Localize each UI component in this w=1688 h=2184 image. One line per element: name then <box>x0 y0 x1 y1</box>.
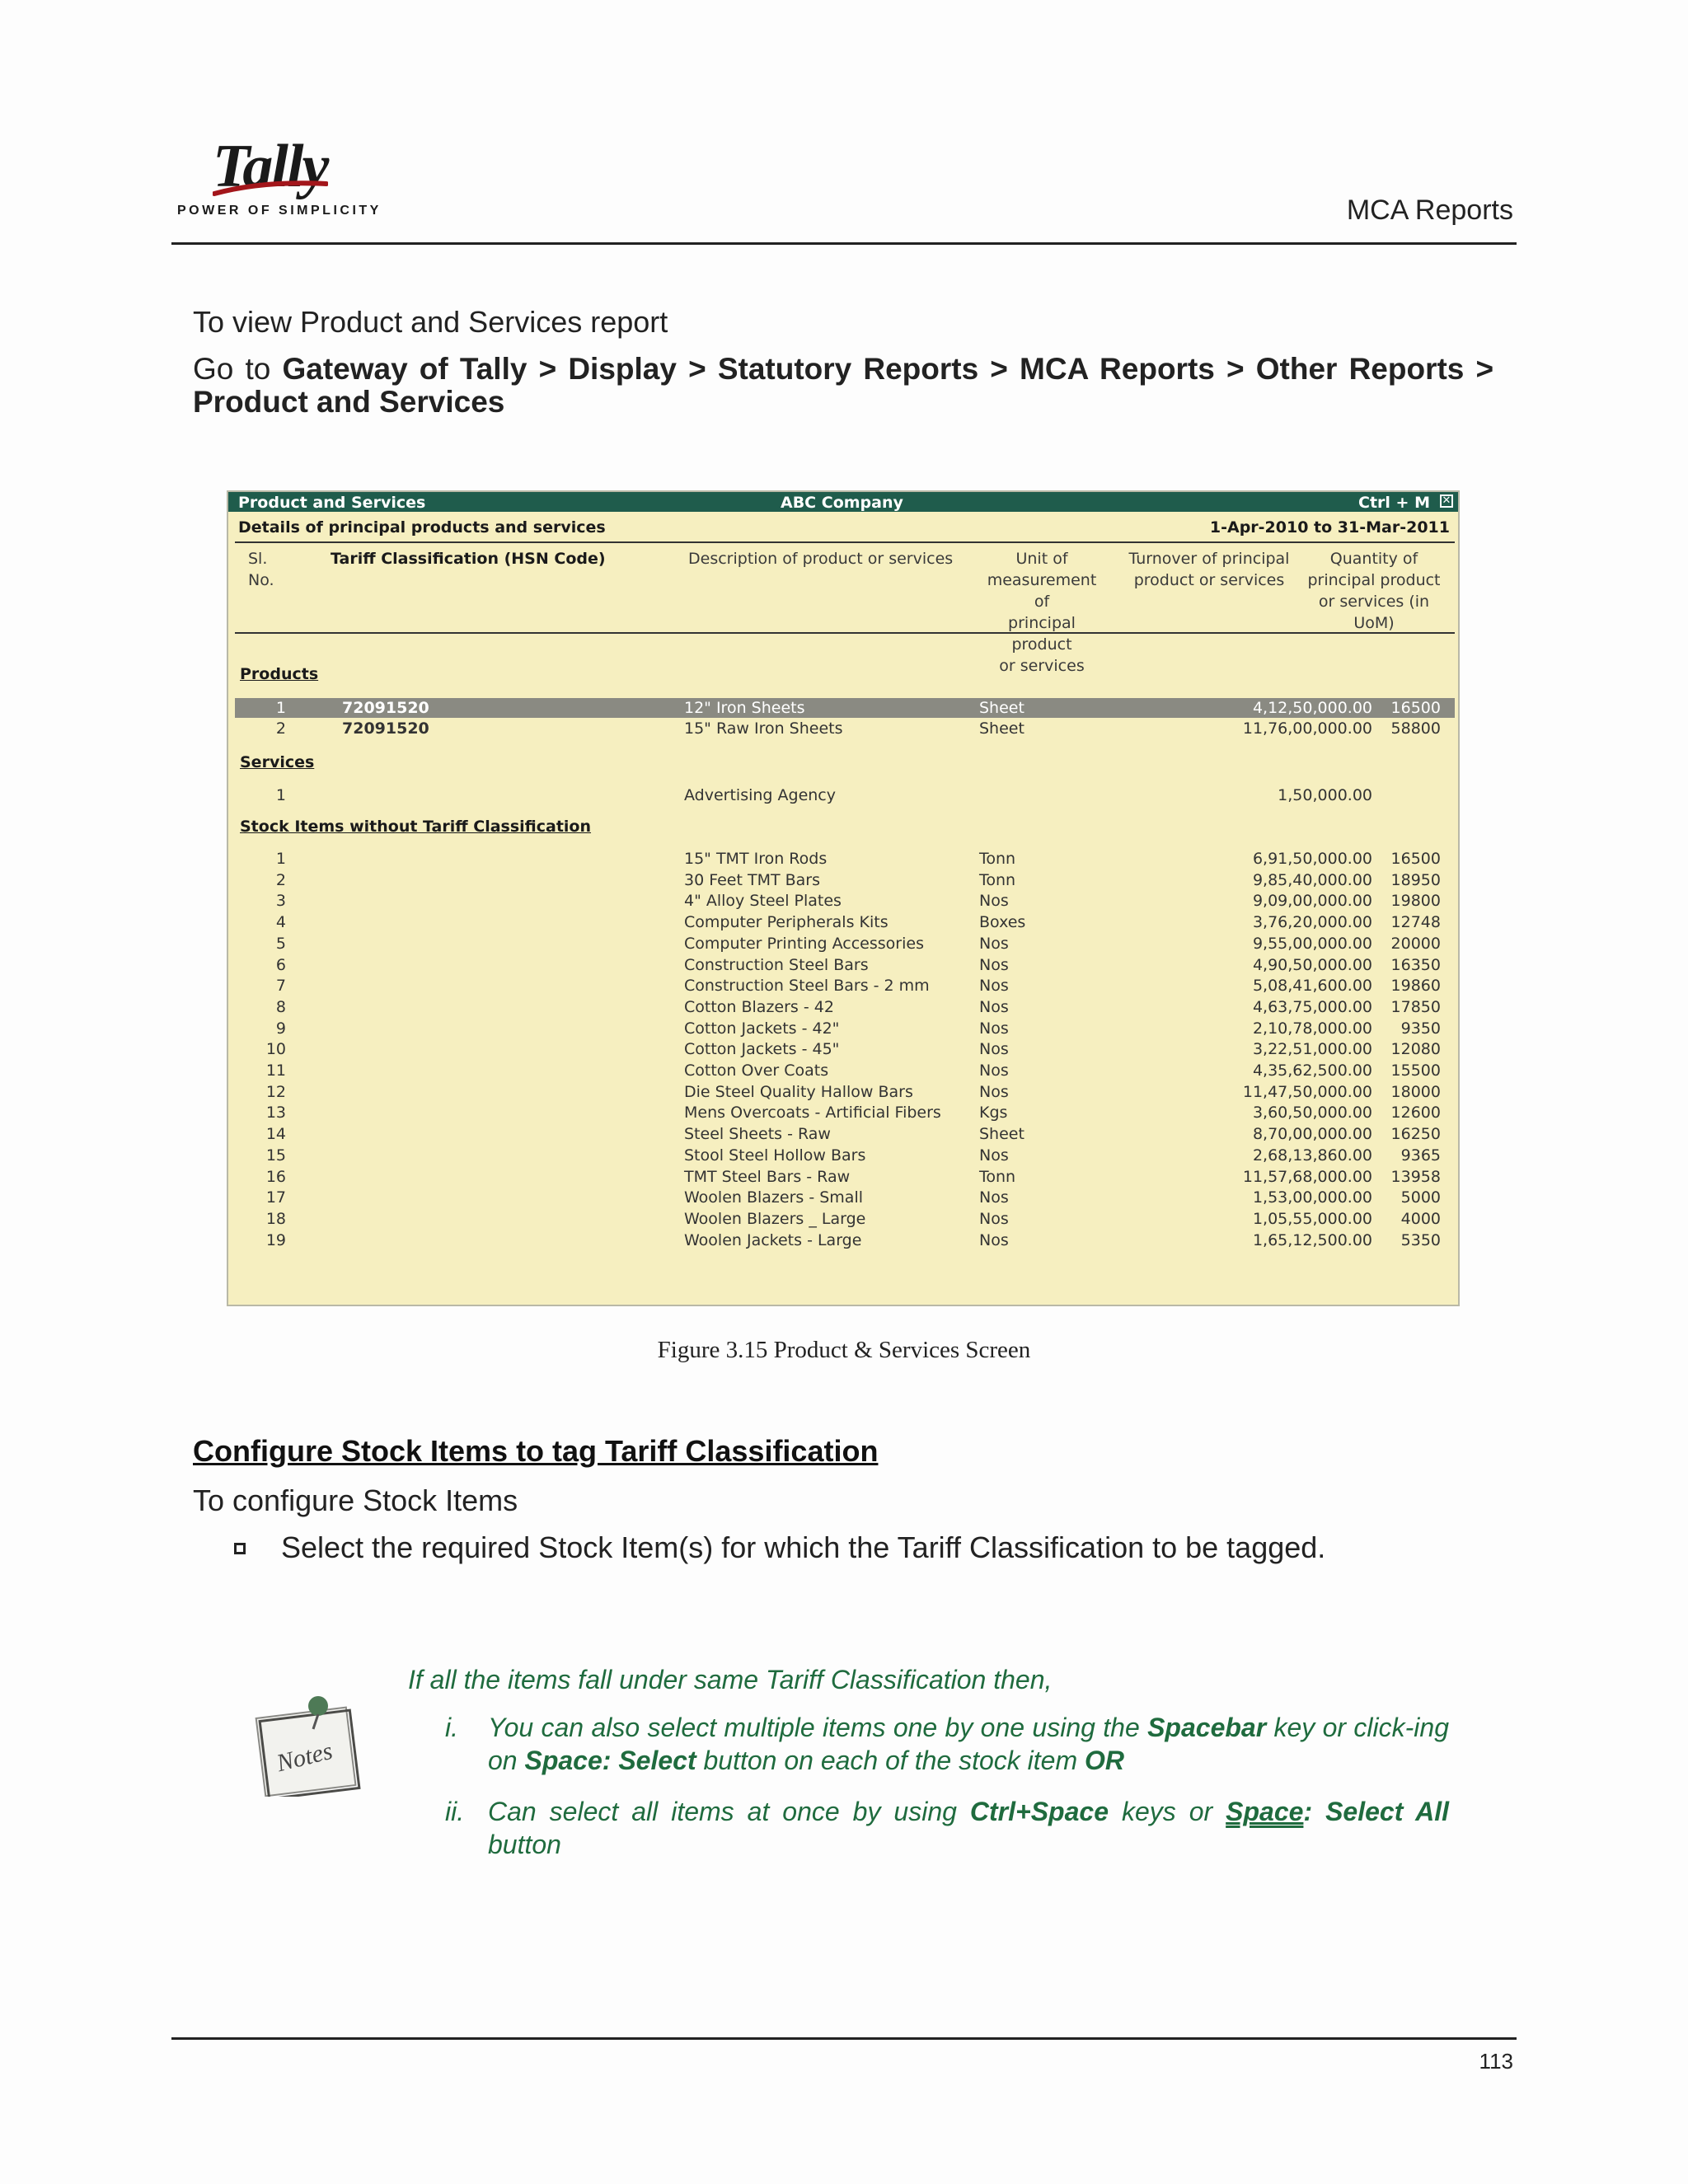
table-row[interactable] <box>235 1209 1455 1229</box>
cell-desc: Woolen Blazers _ Large <box>684 1209 866 1228</box>
cell-desc: Stool Steel Hollow Bars <box>684 1146 866 1165</box>
path-step: MCA Reports <box>1020 352 1215 386</box>
cell-qty: 13958 <box>1390 1167 1441 1186</box>
cell-turnover: 1,05,55,000.00 <box>1252 1209 1372 1228</box>
table-row[interactable] <box>235 1082 1455 1102</box>
cell-sl: 9 <box>275 1019 286 1038</box>
spacebar-key: Spacebar <box>1147 1713 1267 1742</box>
cell-qty: 19800 <box>1390 892 1441 911</box>
cell-turnover: 6,91,50,000.00 <box>1252 850 1372 868</box>
table-row[interactable] <box>235 1230 1455 1250</box>
cell-sl: 1 <box>275 850 286 868</box>
col-header-sl: Sl. No. <box>248 550 274 589</box>
cell-uom: Nos <box>979 934 1009 953</box>
cell-qty: 12600 <box>1390 1104 1441 1122</box>
cell-uom: Nos <box>979 1019 1009 1038</box>
cell-sl: 8 <box>275 997 286 1016</box>
cell-desc: Computer Printing Accessories <box>684 934 924 953</box>
cell-desc: Cotton Jackets - 42" <box>684 1019 840 1038</box>
go-to-label: Go to <box>193 352 271 386</box>
cell-qty: 5350 <box>1400 1230 1441 1249</box>
col-header-quantity: Quantity of principal product or services (in UoM) <box>1307 550 1441 632</box>
section-heading: Configure Stock Items to tag Tariff Classification <box>193 1434 879 1468</box>
footer-divider <box>171 2037 1517 2040</box>
cell-desc: Construction Steel Bars - 2 mm <box>684 977 930 996</box>
space-key: Space <box>1226 1797 1304 1826</box>
cell-uom: Tonn <box>979 870 1016 889</box>
table-row[interactable] <box>235 698 1455 718</box>
report-subtitle: Details of principal products and services <box>238 518 606 537</box>
cell-sl: 3 <box>275 892 286 911</box>
cell-sl: 1 <box>275 699 286 717</box>
cell-sl: 15 <box>265 1146 286 1165</box>
space-select-button: Space: Select <box>524 1746 696 1775</box>
note-lead: If all the items fall under same Tariff Classification then, <box>408 1665 1053 1694</box>
cell-desc: Woolen Blazers - Small <box>684 1188 864 1207</box>
bullet-square-icon <box>234 1543 246 1554</box>
path-separator: > <box>538 352 557 386</box>
product-services-screen <box>227 490 1460 1306</box>
cell-uom: Tonn <box>979 850 1016 868</box>
cell-uom: Sheet <box>979 1125 1025 1144</box>
section-stock-items: Stock Items without Tariff Classification <box>240 818 592 836</box>
cell-uom: Nos <box>979 1062 1009 1080</box>
path-step: Display <box>568 352 677 386</box>
cell-uom: Nos <box>979 1040 1009 1059</box>
path-step: Product and Services <box>193 385 505 419</box>
close-icon[interactable]: ✕ <box>1440 494 1453 508</box>
cell-sl: 5 <box>275 934 286 953</box>
note-item-number: i. <box>445 1713 458 1742</box>
cell-sl: 6 <box>275 955 286 974</box>
cell-hsn: 72091520 <box>342 699 429 717</box>
table-row[interactable] <box>235 1146 1455 1165</box>
screen-title: Product and Services <box>238 494 426 512</box>
cell-desc: Cotton Over Coats <box>684 1062 829 1080</box>
cell-turnover: 3,60,50,000.00 <box>1252 1104 1372 1122</box>
configure-intro: To configure Stock Items <box>193 1483 518 1517</box>
note-item-2: Can select all items at once by using Ctrl+Space keys or Space: Select All button <box>488 1797 1450 1859</box>
path-step: Other Reports <box>1255 352 1465 386</box>
cell-desc: Die Steel Quality Hallow Bars <box>684 1082 913 1101</box>
cell-sl: 12 <box>265 1082 286 1101</box>
cell-sl: 2 <box>275 719 286 738</box>
col-header-uom: Unit of measurement of principal product or services <box>987 550 1097 675</box>
cell-qty: 18000 <box>1390 1082 1441 1101</box>
cell-turnover: 3,22,51,000.00 <box>1252 1040 1372 1059</box>
cell-sl: 4 <box>275 913 286 932</box>
table-row[interactable] <box>235 912 1455 932</box>
cell-qty: 16250 <box>1390 1125 1441 1144</box>
cell-turnover: 11,57,68,000.00 <box>1242 1167 1372 1186</box>
cell-hsn: 72091520 <box>342 719 429 738</box>
cell-desc: TMT Steel Bars - Raw <box>684 1167 851 1186</box>
cell-qty: 12748 <box>1390 913 1441 932</box>
table-row[interactable] <box>235 719 1455 738</box>
table-row[interactable] <box>235 870 1455 890</box>
cell-turnover: 4,12,50,000.00 <box>1252 699 1372 717</box>
table-row[interactable] <box>235 1061 1455 1080</box>
cell-sl: 11 <box>265 1062 286 1080</box>
cell-sl: 14 <box>265 1125 286 1144</box>
cell-desc: Cotton Jackets - 45" <box>684 1040 840 1059</box>
cell-sl: 7 <box>275 977 286 996</box>
bullet-text: Select the required Stock Item(s) for which the Tariff Classification to be tagged. <box>281 1530 1326 1564</box>
path-step: Gateway of Tally <box>282 352 528 386</box>
cell-qty: 12080 <box>1390 1040 1441 1059</box>
intro-line: To view Product and Services report <box>193 305 668 339</box>
cell-uom: Tonn <box>979 1167 1016 1186</box>
page-section-title: MCA Reports <box>1346 194 1513 226</box>
table-row[interactable] <box>235 1103 1455 1122</box>
cell-qty: 5000 <box>1400 1188 1441 1207</box>
cell-qty: 16500 <box>1390 699 1441 717</box>
cell-uom: Nos <box>979 955 1009 974</box>
col-header-turnover: Turnover of principal product or services <box>1128 550 1290 589</box>
cell-turnover: 9,85,40,000.00 <box>1252 870 1372 889</box>
cell-sl: 2 <box>275 870 286 889</box>
cell-uom: Nos <box>979 997 1009 1016</box>
screen-titlebar <box>228 492 1458 512</box>
select-all-button: : Select All <box>1303 1797 1450 1826</box>
path-separator: > <box>1226 352 1245 386</box>
cell-turnover: 2,10,78,000.00 <box>1252 1019 1372 1038</box>
cell-uom: Kgs <box>979 1104 1008 1122</box>
cell-sl: 1 <box>275 786 286 804</box>
cell-turnover: 1,50,000.00 <box>1278 786 1372 804</box>
cell-qty: 16350 <box>1390 955 1441 974</box>
cell-uom: Nos <box>979 1188 1009 1207</box>
cell-desc: Woolen Jackets - Large <box>684 1230 862 1249</box>
cell-uom: Nos <box>979 977 1009 996</box>
cell-desc: Mens Overcoats - Artificial Fibers <box>684 1104 941 1122</box>
cell-desc: 15" Raw Iron Sheets <box>684 719 843 738</box>
columns-rule <box>235 632 1455 634</box>
cell-desc: 30 Feet TMT Bars <box>684 870 821 889</box>
cell-desc: Cotton Blazers - 42 <box>684 997 834 1016</box>
cell-uom: Sheet <box>979 699 1025 717</box>
cell-qty: 16500 <box>1390 850 1441 868</box>
header-divider <box>171 242 1517 245</box>
cell-desc: Construction Steel Bars <box>684 955 869 974</box>
section-products: Products <box>240 665 319 683</box>
company-name: ABC Company <box>781 494 903 512</box>
cell-desc: 15" TMT Iron Rods <box>684 850 828 868</box>
cell-turnover: 8,70,00,000.00 <box>1252 1125 1372 1144</box>
table-row[interactable] <box>235 934 1455 954</box>
cell-sl: 16 <box>265 1167 286 1186</box>
cell-qty: 20000 <box>1390 934 1441 953</box>
cell-uom: Sheet <box>979 719 1025 738</box>
cell-desc: 12" Iron Sheets <box>684 699 805 717</box>
cell-uom: Nos <box>979 1082 1009 1101</box>
cell-uom: Nos <box>979 1209 1009 1228</box>
cell-turnover: 4,63,75,000.00 <box>1252 997 1372 1016</box>
cell-turnover: 9,55,00,000.00 <box>1252 934 1372 953</box>
cell-turnover: 1,65,12,500.00 <box>1252 1230 1372 1249</box>
cell-qty: 17850 <box>1390 997 1441 1016</box>
cell-turnover: 5,08,41,600.00 <box>1252 977 1372 996</box>
cell-qty: 9350 <box>1400 1019 1441 1038</box>
logo-swoosh-icon <box>213 169 328 202</box>
table-row[interactable] <box>235 976 1455 996</box>
path-separator: > <box>688 352 706 386</box>
table-row[interactable] <box>235 1039 1455 1059</box>
cell-turnover: 1,53,00,000.00 <box>1252 1188 1372 1207</box>
table-row[interactable] <box>235 1019 1455 1038</box>
table-row[interactable] <box>235 1167 1455 1187</box>
figure-caption: Figure 3.15 Product & Services Screen <box>657 1337 1031 1363</box>
cell-uom: Nos <box>979 1146 1009 1165</box>
path-separator: > <box>1475 352 1494 386</box>
ctrl-space-keys: Ctrl+Space <box>969 1797 1109 1826</box>
cell-qty: 9365 <box>1400 1146 1441 1165</box>
cell-desc: Computer Peripherals Kits <box>684 913 889 932</box>
cell-turnover: 4,90,50,000.00 <box>1252 955 1372 974</box>
table-row[interactable] <box>235 891 1455 911</box>
cell-turnover: 9,09,00,000.00 <box>1252 892 1372 911</box>
path-step: Statutory Reports <box>717 352 979 386</box>
cell-sl: 13 <box>265 1104 286 1122</box>
report-period[interactable]: 1-Apr-2010 to 31-Mar-2011 <box>1209 518 1450 537</box>
tally-logo: Tally <box>213 133 328 200</box>
path-separator: > <box>990 352 1008 386</box>
cell-desc: Advertising Agency <box>684 786 836 804</box>
table-row[interactable] <box>235 785 1455 805</box>
cell-sl: 17 <box>265 1188 286 1207</box>
table-row[interactable] <box>235 1124 1455 1144</box>
cell-desc: 4" Alloy Steel Plates <box>684 892 842 911</box>
cell-desc: Steel Sheets - Raw <box>684 1125 831 1144</box>
cell-qty: 58800 <box>1390 719 1441 738</box>
note-item-1: You can also select multiple items one by one using the Spacebar key or click-ing on Space: Select button on each of the stock item OR <box>488 1713 1450 1775</box>
table-row[interactable] <box>235 1188 1455 1207</box>
cell-sl: 10 <box>265 1040 286 1059</box>
cell-uom: Nos <box>979 892 1009 911</box>
table-row[interactable] <box>235 997 1455 1017</box>
col-header-hsn: Tariff Classification (HSN Code) <box>331 550 606 568</box>
cell-uom: Boxes <box>979 913 1026 932</box>
cell-qty: 19860 <box>1390 977 1441 996</box>
cell-sl: 18 <box>265 1209 286 1228</box>
shortcut-label[interactable]: Ctrl + M <box>1358 494 1430 512</box>
cell-turnover: 4,35,62,500.00 <box>1252 1062 1372 1080</box>
navigation-path <box>193 353 1493 419</box>
cell-turnover: 11,47,50,000.00 <box>1242 1082 1372 1101</box>
cell-qty: 18950 <box>1390 870 1441 889</box>
cell-uom: Nos <box>979 1230 1009 1249</box>
logo-tagline: POWER OF SIMPLICITY <box>177 204 382 218</box>
page-number: 113 <box>1479 2049 1513 2074</box>
cell-sl: 19 <box>265 1230 286 1249</box>
note-item-number: ii. <box>445 1797 465 1826</box>
header-rule <box>235 541 1455 543</box>
cell-qty: 15500 <box>1390 1062 1441 1080</box>
table-row[interactable] <box>235 849 1455 869</box>
cell-turnover: 2,68,13,860.00 <box>1252 1146 1372 1165</box>
cell-turnover: 11,76,00,000.00 <box>1242 719 1372 738</box>
cell-qty: 4000 <box>1400 1209 1441 1228</box>
notes-pin-icon <box>254 1690 361 1797</box>
section-services: Services <box>240 753 315 771</box>
col-header-description: Description of product or services <box>688 550 954 568</box>
cell-turnover: 3,76,20,000.00 <box>1252 913 1372 932</box>
notes-icon-label: Notes <box>274 1736 335 1778</box>
table-row[interactable] <box>235 955 1455 975</box>
